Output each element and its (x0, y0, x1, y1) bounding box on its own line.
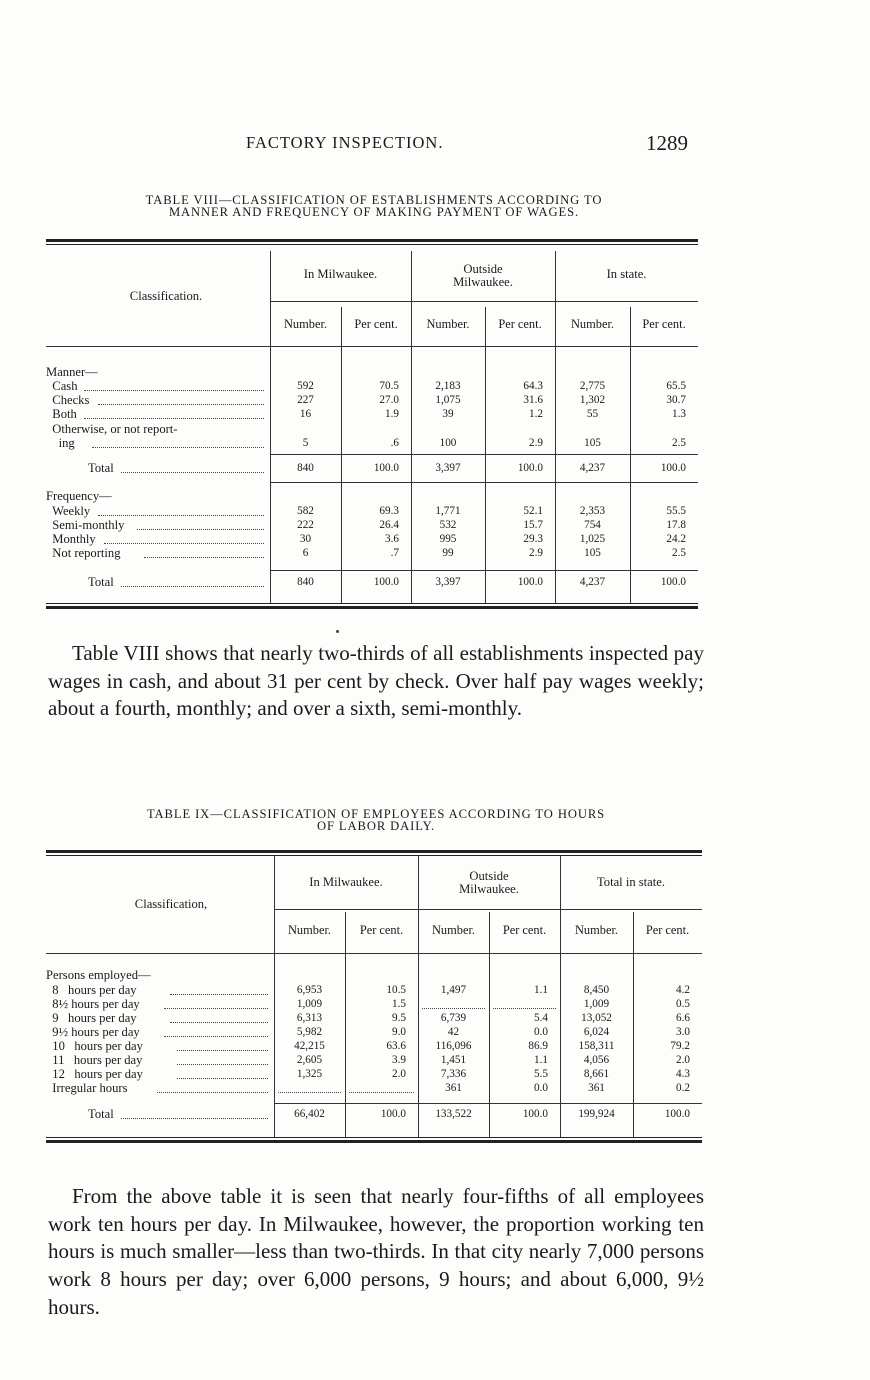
row-label: Monthly (46, 532, 96, 546)
table-cell: 17.8 (666, 519, 686, 531)
leader-dots (137, 529, 264, 530)
table-cell: 2.0 (676, 1054, 690, 1066)
table-cell: 5.5 (534, 1068, 548, 1080)
row-label: Frequency— (46, 489, 112, 503)
table-cell: 100.0 (380, 1108, 406, 1120)
total-top-rule (270, 454, 698, 455)
group-header-outside (411, 263, 555, 289)
subheader-number: Number. (570, 317, 615, 331)
leader-dots (170, 1022, 268, 1023)
empty-cell-dots (349, 1092, 414, 1093)
table-cell: 30 (299, 533, 312, 545)
table-cell: 6,313 (296, 1012, 323, 1024)
subheader-per-cent: Per cent. (498, 317, 542, 331)
table-cell: 9.0 (392, 1026, 406, 1038)
leader-dots (104, 543, 264, 544)
leader-dots (98, 515, 264, 516)
group-header-outside-line-2: Milwaukee. (459, 882, 519, 896)
table-cell: 8,450 (583, 984, 610, 996)
row-label: 12 hours per day (46, 1067, 143, 1081)
table-cell: 1,009 (583, 998, 610, 1010)
header-bottom-rule (46, 953, 702, 954)
table-cell: .6 (390, 437, 399, 449)
table-cell: 1.1 (534, 984, 548, 996)
row-label: 8½ hours per day (46, 997, 140, 1011)
subheader-number: Number. (287, 923, 332, 937)
table-cell: 4.3 (676, 1068, 690, 1080)
leader-dots (177, 1050, 268, 1051)
group-header-milwaukee: In Milwaukee. (303, 267, 378, 281)
table-cell: 1.9 (385, 408, 399, 420)
subheader-number: Number. (283, 317, 328, 331)
table-cell: 3.0 (676, 1026, 690, 1038)
subheader-number: Number. (431, 923, 476, 937)
table-ix-caption (46, 808, 706, 832)
row-label: 10 hours per day (46, 1039, 143, 1053)
table-cell: 10.5 (386, 984, 406, 996)
table-cell: 2,183 (435, 380, 461, 392)
table-cell: 42 (447, 1026, 460, 1038)
table-cell: 754 (584, 519, 601, 531)
row-label: Weekly (46, 504, 91, 518)
leader-dots (177, 1078, 268, 1079)
table-cell: 840 (297, 462, 314, 474)
subheader-number: Number. (574, 923, 619, 937)
bottom-rule-thin (46, 1137, 702, 1138)
table-viii (46, 239, 698, 613)
table-cell: 199,924 (578, 1108, 615, 1120)
table-ix-caption-line-1: TABLE IX—CLASSIFICATION OF EMPLOYEES ACCORDING TO HOURS (146, 807, 606, 821)
table-cell: 86.9 (528, 1040, 548, 1052)
table-cell: 592 (297, 380, 314, 392)
table-cell: 133,522 (435, 1108, 472, 1120)
table-cell: 5,982 (296, 1026, 323, 1038)
table-cell: 100.0 (664, 1108, 690, 1120)
row-label: Irregular hours (46, 1081, 128, 1095)
table-cell: 222 (297, 519, 314, 531)
table-cell: 4,237 (579, 462, 606, 474)
total-top-rule (274, 1103, 702, 1104)
table-cell: 840 (297, 576, 314, 588)
table-cell: 29.3 (523, 533, 543, 545)
row-label: Both (46, 407, 77, 421)
table-cell: 1.5 (392, 998, 406, 1010)
leader-dots (157, 1092, 268, 1093)
leader-dots (84, 390, 264, 391)
subheader-per-cent: Per cent. (359, 923, 404, 937)
table-cell: 582 (297, 505, 314, 517)
group-header-milwaukee: In Milwaukee. (309, 875, 383, 889)
top-rule (46, 239, 698, 242)
subheader-per-cent: Per cent. (502, 923, 547, 937)
table-cell: 42,215 (294, 1040, 325, 1052)
row-label: Persons employed— (46, 968, 151, 982)
table-cell: 105 (584, 547, 601, 559)
group-header-state: In state. (606, 267, 647, 281)
table-cell: 64.3 (523, 380, 543, 392)
table-viii-caption (44, 194, 704, 218)
leader-dots (84, 418, 264, 419)
table-cell: 227 (297, 394, 314, 406)
table-cell: 3,397 (435, 576, 461, 588)
table-cell: 1,009 (296, 998, 323, 1010)
table-cell: 99 (442, 547, 454, 559)
table-cell: 100.0 (373, 462, 399, 474)
table-cell: 15.7 (523, 519, 543, 531)
table-cell: 55.5 (666, 505, 686, 517)
row-label: 9½ hours per day (46, 1025, 140, 1039)
table-cell: 9.5 (392, 1012, 406, 1024)
table-cell: 3,397 (435, 462, 461, 474)
table-cell: 361 (445, 1082, 462, 1094)
table-viii-caption-line-2: MANNER AND FREQUENCY OF MAKING PAYMENT OF WAGES. (168, 205, 580, 219)
leader-dots (121, 1118, 268, 1119)
running-title: FACTORY INSPECTION. (246, 133, 444, 152)
table-cell: 5 (302, 437, 309, 449)
bottom-rule (46, 606, 698, 609)
table-cell: 5.4 (534, 1012, 548, 1024)
table-cell: 1,771 (435, 505, 461, 517)
table-cell: 55 (586, 408, 599, 420)
leader-dots (164, 1036, 268, 1037)
leader-dots (177, 1064, 268, 1065)
top-rule-thin (46, 855, 702, 856)
row-label: ing (46, 436, 75, 450)
table-cell: 105 (584, 437, 601, 449)
table-cell: 6,953 (296, 984, 323, 996)
table-cell: .7 (390, 547, 399, 559)
total-row-label: Total (88, 575, 114, 589)
table-cell: 6,024 (583, 1026, 610, 1038)
classification-header: Classification. (129, 289, 203, 303)
table-cell: 63.6 (386, 1040, 406, 1052)
table-cell: 100.0 (522, 1108, 548, 1120)
table-cell: 79.2 (670, 1040, 690, 1052)
subheader-per-cent: Per cent. (642, 317, 686, 331)
table-cell: 1,497 (440, 984, 467, 996)
table-cell: 6.6 (676, 1012, 690, 1024)
table-cell: 2.9 (529, 547, 543, 559)
row-label: Checks (46, 393, 90, 407)
table-cell: 0.0 (534, 1026, 548, 1038)
group-underline (274, 909, 702, 910)
table-cell: 24.2 (666, 533, 686, 545)
table-cell: 4,237 (579, 576, 606, 588)
table-cell: 2.0 (392, 1068, 406, 1080)
print-speck (336, 630, 339, 633)
table-cell: 6,739 (440, 1012, 467, 1024)
table-cell: 70.5 (379, 380, 399, 392)
table-cell: 100.0 (373, 576, 399, 588)
total-row-label: Total (88, 1107, 114, 1121)
paragraph-table-ix-summary: From the above table it is seen that nearly four-fifths of all employees work ten hours per day. In Milwaukee, however, the proportion working ten hours is much smaller—less than two-thirds. In that city nearly 7,000 persons work 8 hours per day; over 6,000 persons, 9 hours; and about 6,000, 9½ hours. (48, 1184, 704, 1319)
table-cell: 2,605 (296, 1054, 323, 1066)
table-cell: 69.3 (379, 505, 399, 517)
table-cell: 13,052 (581, 1012, 612, 1024)
table-cell: 7,336 (440, 1068, 467, 1080)
leader-dots (144, 557, 264, 558)
table-cell: 3.6 (385, 533, 399, 545)
group-header-outside-line-1: Outside (463, 262, 503, 276)
table-cell: 116,096 (435, 1040, 472, 1052)
table-cell: 100 (439, 437, 457, 449)
table-cell: 0.2 (676, 1082, 690, 1094)
leader-dots (121, 586, 264, 587)
table-cell: 1,325 (296, 1068, 323, 1080)
table-ix (46, 850, 702, 1147)
bottom-rule-thin (46, 603, 698, 604)
table-cell: 2.9 (529, 437, 543, 449)
table-cell: 100.0 (517, 462, 543, 474)
group-header-state: Total in state. (596, 875, 666, 889)
table-cell: 1.3 (672, 408, 686, 420)
table-cell: 2,775 (579, 380, 606, 392)
table-cell: 1,075 (435, 394, 461, 406)
empty-cell-dots (422, 1008, 485, 1009)
top-rule-thin (46, 244, 698, 245)
table-cell: 1.1 (534, 1054, 548, 1066)
leader-dots (121, 472, 264, 473)
header-bottom-rule (46, 346, 698, 347)
row-label: 11 hours per day (46, 1053, 143, 1067)
table-cell: 30.7 (666, 394, 686, 406)
leader-dots (170, 994, 268, 995)
table-cell: 3.9 (392, 1054, 406, 1066)
table-cell: 16 (299, 408, 312, 420)
table-cell: 532 (439, 519, 457, 531)
subheader-per-cent: Per cent. (645, 923, 690, 937)
subheader-number: Number. (426, 317, 470, 331)
row-label: Manner— (46, 365, 98, 379)
table-cell: 1,302 (579, 394, 606, 406)
page-number: 1289 (646, 131, 688, 155)
table-cell: 4.2 (676, 984, 690, 996)
paragraph-table-viii-summary: Table VIII shows that nearly two-thirds of all establishments inspected pay wages in cash, and about 31 per cent by check. Over half pay wages weekly; about a fourth, monthly; and over a sixth, semi-monthly. (48, 641, 704, 721)
table-cell: 39 (442, 408, 454, 420)
empty-cell-dots (493, 1008, 556, 1009)
table-cell: 4,056 (583, 1054, 610, 1066)
table-cell: 100.0 (660, 576, 686, 588)
table-cell: 66,402 (294, 1108, 325, 1120)
table-cell: 995 (439, 533, 457, 545)
table-cell: 31.6 (523, 394, 543, 406)
table-cell: 158,311 (578, 1040, 615, 1052)
table-cell: 2.5 (672, 547, 686, 559)
table-cell: 65.5 (666, 380, 686, 392)
table-ix-caption-line-2: OF LABOR DAILY. (316, 819, 435, 833)
leader-dots (92, 447, 264, 448)
table-cell: 2,353 (579, 505, 606, 517)
table-cell: 100.0 (517, 576, 543, 588)
row-label: 9 hours per day (46, 1011, 137, 1025)
row-label: Cash (46, 379, 78, 393)
row-label: Not reporting (46, 546, 121, 560)
table-cell: 0.5 (676, 998, 690, 1010)
total-bottom-rule (270, 482, 698, 483)
table-viii-caption-line-1: TABLE VIII—CLASSIFICATION OF ESTABLISHMENTS ACCORDING TO (145, 193, 603, 207)
total2-top-rule (270, 570, 698, 571)
table-cell: 27.0 (379, 394, 399, 406)
row-label: Otherwise, or not report- (46, 422, 178, 436)
table-cell: 1,451 (440, 1054, 467, 1066)
leader-dots (98, 404, 264, 405)
top-rule (46, 850, 702, 853)
table-cell: 6 (302, 547, 309, 559)
total-row-label: Total (88, 461, 114, 475)
table-cell: 2.5 (672, 437, 686, 449)
table-cell: 100.0 (660, 462, 686, 474)
row-label: Semi-monthly (46, 518, 125, 532)
subheader-per-cent: Per cent. (354, 317, 398, 331)
group-header-outside-line-2: Milwaukee. (453, 275, 513, 289)
group-header-outside-line-1: Outside (469, 869, 509, 883)
table-cell: 1.2 (529, 408, 543, 420)
group-underline (270, 301, 698, 302)
empty-cell-dots (278, 1092, 341, 1093)
table-cell: 361 (588, 1082, 605, 1094)
row-label: 8 hours per day (46, 983, 137, 997)
leader-dots (164, 1008, 268, 1009)
running-head (0, 133, 870, 157)
table-cell: 52.1 (523, 505, 543, 517)
group-header-outside (418, 870, 560, 896)
classification-header: Classification, (134, 897, 208, 911)
table-cell: 8,661 (583, 1068, 610, 1080)
table-cell: 26.4 (379, 519, 399, 531)
table-cell: 0.0 (534, 1082, 548, 1094)
bottom-rule (46, 1140, 702, 1143)
table-cell: 1,025 (579, 533, 606, 545)
